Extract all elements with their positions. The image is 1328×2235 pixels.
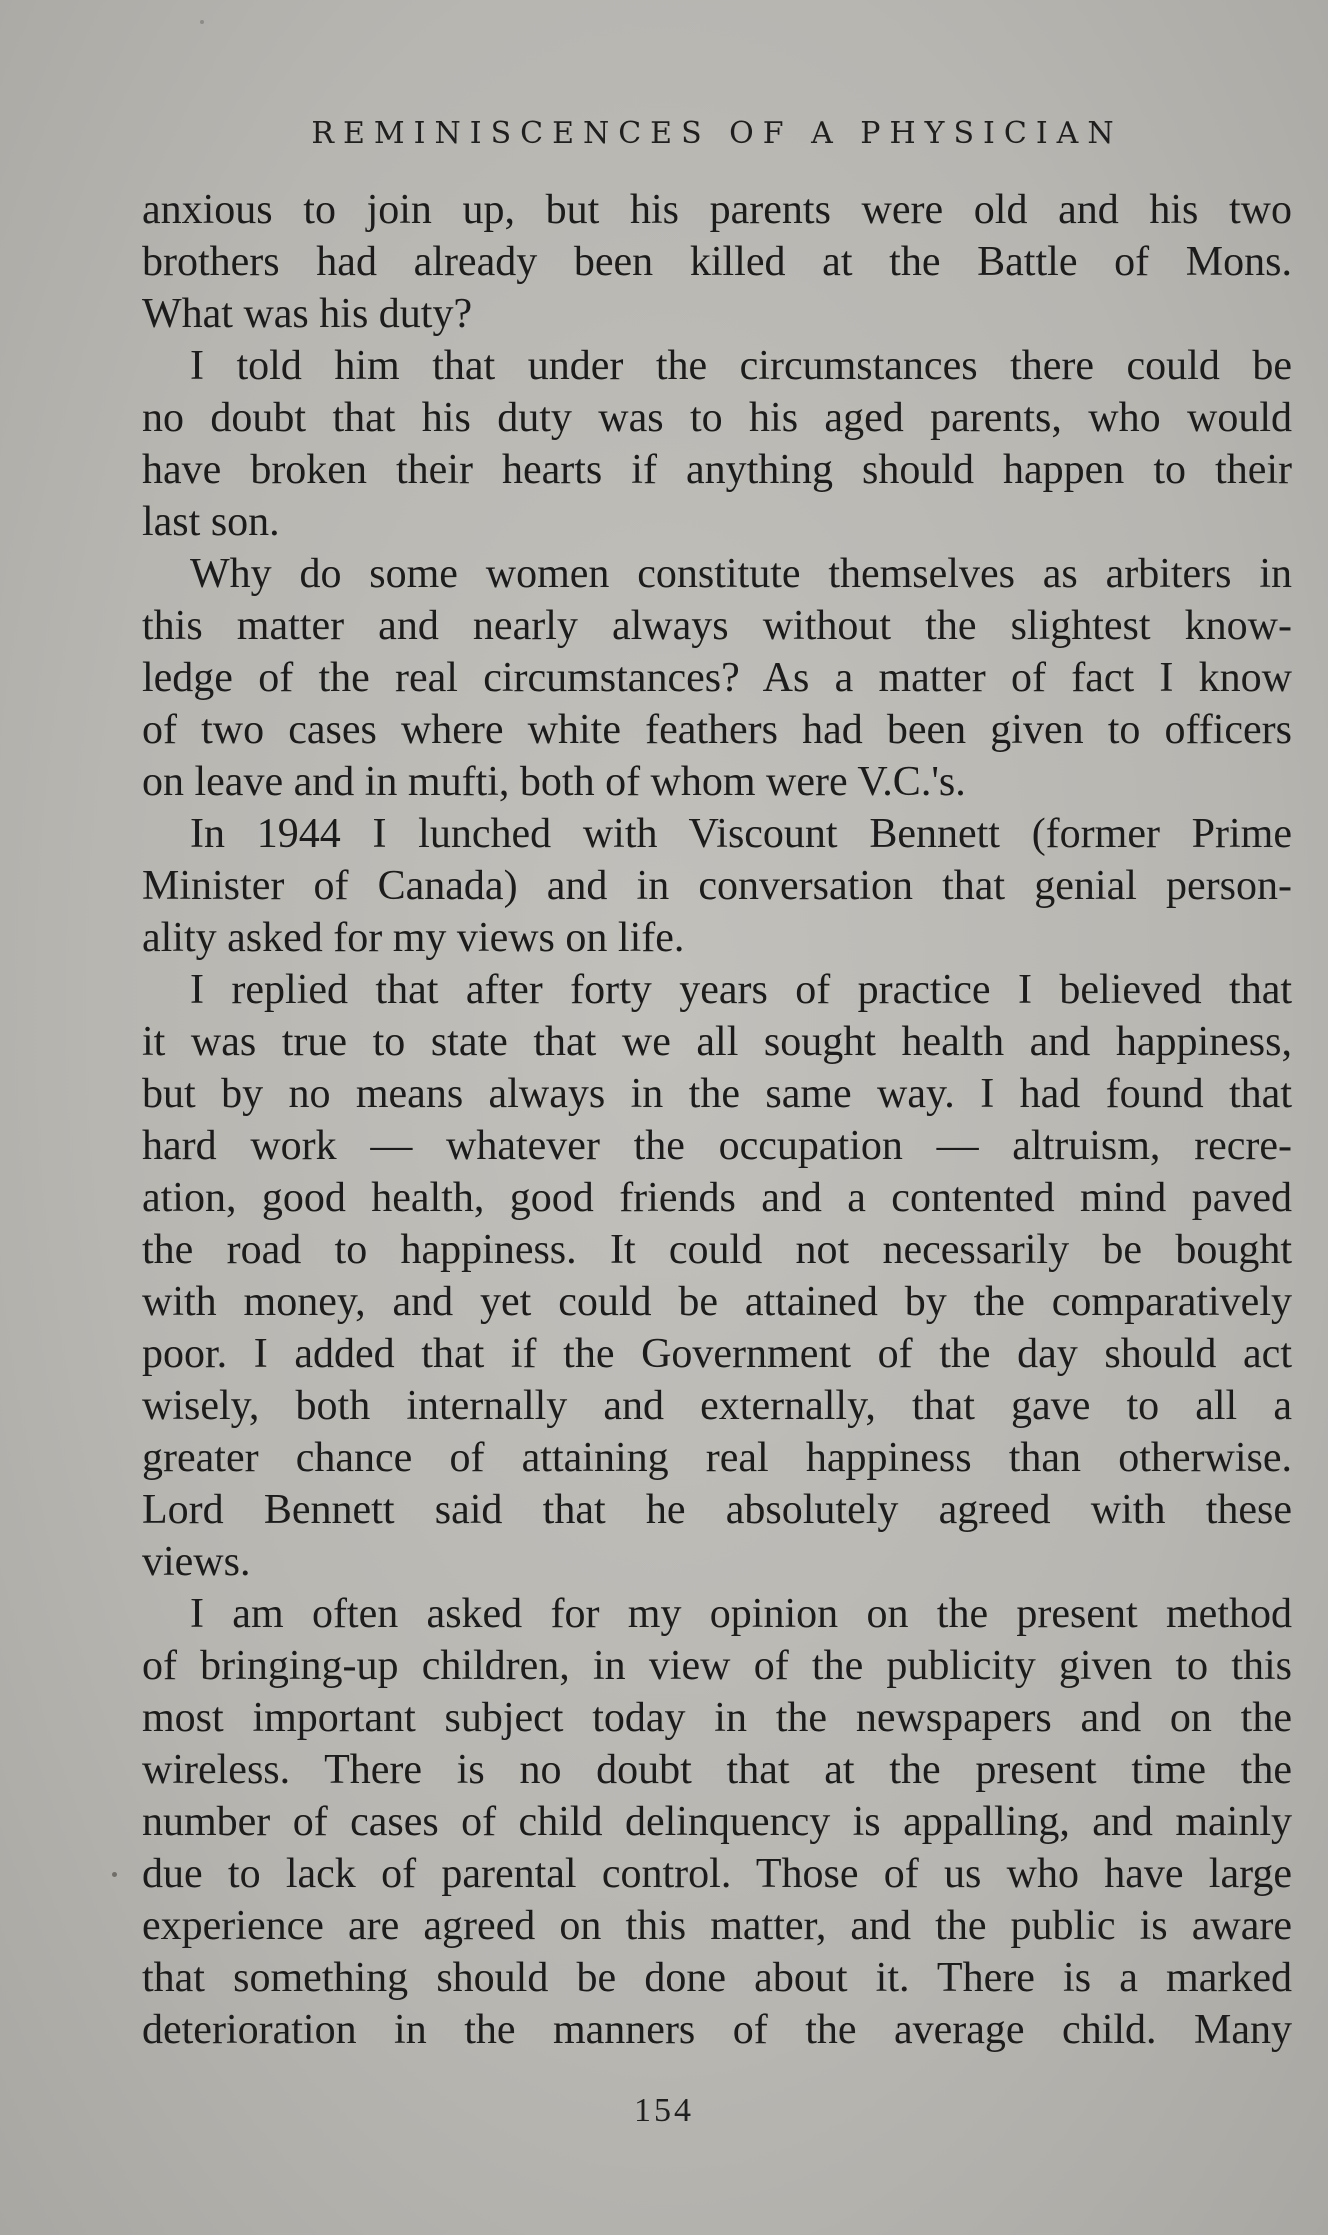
text-line: of bringing-up children, in view of the publicity given to this — [142, 1643, 1292, 1689]
text-line: the road to happiness. It could not necessarily be bought — [142, 1227, 1292, 1273]
paper-speck — [200, 20, 204, 24]
text-line: What was his duty? — [142, 291, 473, 337]
text-line: no doubt that his duty was to his aged parents, who would — [142, 395, 1292, 441]
text-line: views. — [142, 1539, 251, 1585]
page-number: 154 — [634, 2092, 694, 2129]
body-text — [142, 184, 1292, 2056]
text-line: poor. I added that if the Government of the day should act — [142, 1331, 1292, 1377]
text-line: I replied that after forty years of practice I believed that — [190, 967, 1292, 1013]
text-line: this matter and nearly always without the slightest know- — [142, 603, 1292, 649]
text-line: Lord Bennett said that he absolutely agreed with these — [142, 1487, 1292, 1533]
text-line: In 1944 I lunched with Viscount Bennett (former Prime — [190, 811, 1292, 857]
text-line: most important subject today in the newspapers and on the — [142, 1695, 1292, 1741]
text-line: on leave and in mufti, both of whom were V.C.'s. — [142, 759, 966, 805]
text-line: that something should be done about it. There is a marked — [142, 1955, 1292, 2001]
text-line: it was true to state that we all sought health and happiness, — [142, 1019, 1292, 1065]
margin-mark — [112, 1872, 117, 1877]
text-line: I am often asked for my opinion on the present method — [190, 1591, 1292, 1637]
text-line: of two cases where white feathers had been given to officers — [142, 707, 1292, 753]
text-line: have broken their hearts if anything should happen to their — [142, 447, 1292, 493]
text-line: ation, good health, good friends and a contented mind paved — [142, 1175, 1292, 1221]
text-line: last son. — [142, 499, 280, 545]
text-line: wisely, both internally and externally, that gave to all a — [142, 1383, 1292, 1429]
text-line: Why do some women constitute themselves as arbiters in — [190, 551, 1292, 597]
text-line: wireless. There is no doubt that at the present time the — [142, 1747, 1292, 1793]
text-line: brothers had already been killed at the Battle of Mons. — [142, 239, 1292, 285]
text-line: experience are agreed on this matter, and the public is aware — [142, 1903, 1292, 1949]
text-line: ledge of the real circumstances? As a matter of fact I know — [142, 655, 1292, 701]
text-line: anxious to join up, but his parents were old and his two — [142, 187, 1292, 233]
text-line: due to lack of parental control. Those of us who have large — [142, 1851, 1292, 1897]
text-line: ality asked for my views on life. — [142, 915, 685, 961]
text-line: with money, and yet could be attained by the comparatively — [142, 1279, 1292, 1325]
text-line: number of cases of child delinquency is appalling, and mainly — [142, 1799, 1292, 1845]
text-line: Minister of Canada) and in conversation that genial person- — [142, 863, 1292, 909]
text-line: deterioration in the manners of the average child. Many — [142, 2007, 1292, 2053]
text-line: hard work — whatever the occupation — altruism, recre- — [142, 1123, 1292, 1169]
text-line: but by no means always in the same way. I had found that — [142, 1071, 1292, 1117]
text-line: greater chance of attaining real happiness than otherwise. — [142, 1435, 1292, 1481]
text-line: I told him that under the circumstances there could be — [190, 343, 1292, 389]
running-head: REMINISCENCES OF A PHYSICIAN — [311, 116, 1123, 151]
